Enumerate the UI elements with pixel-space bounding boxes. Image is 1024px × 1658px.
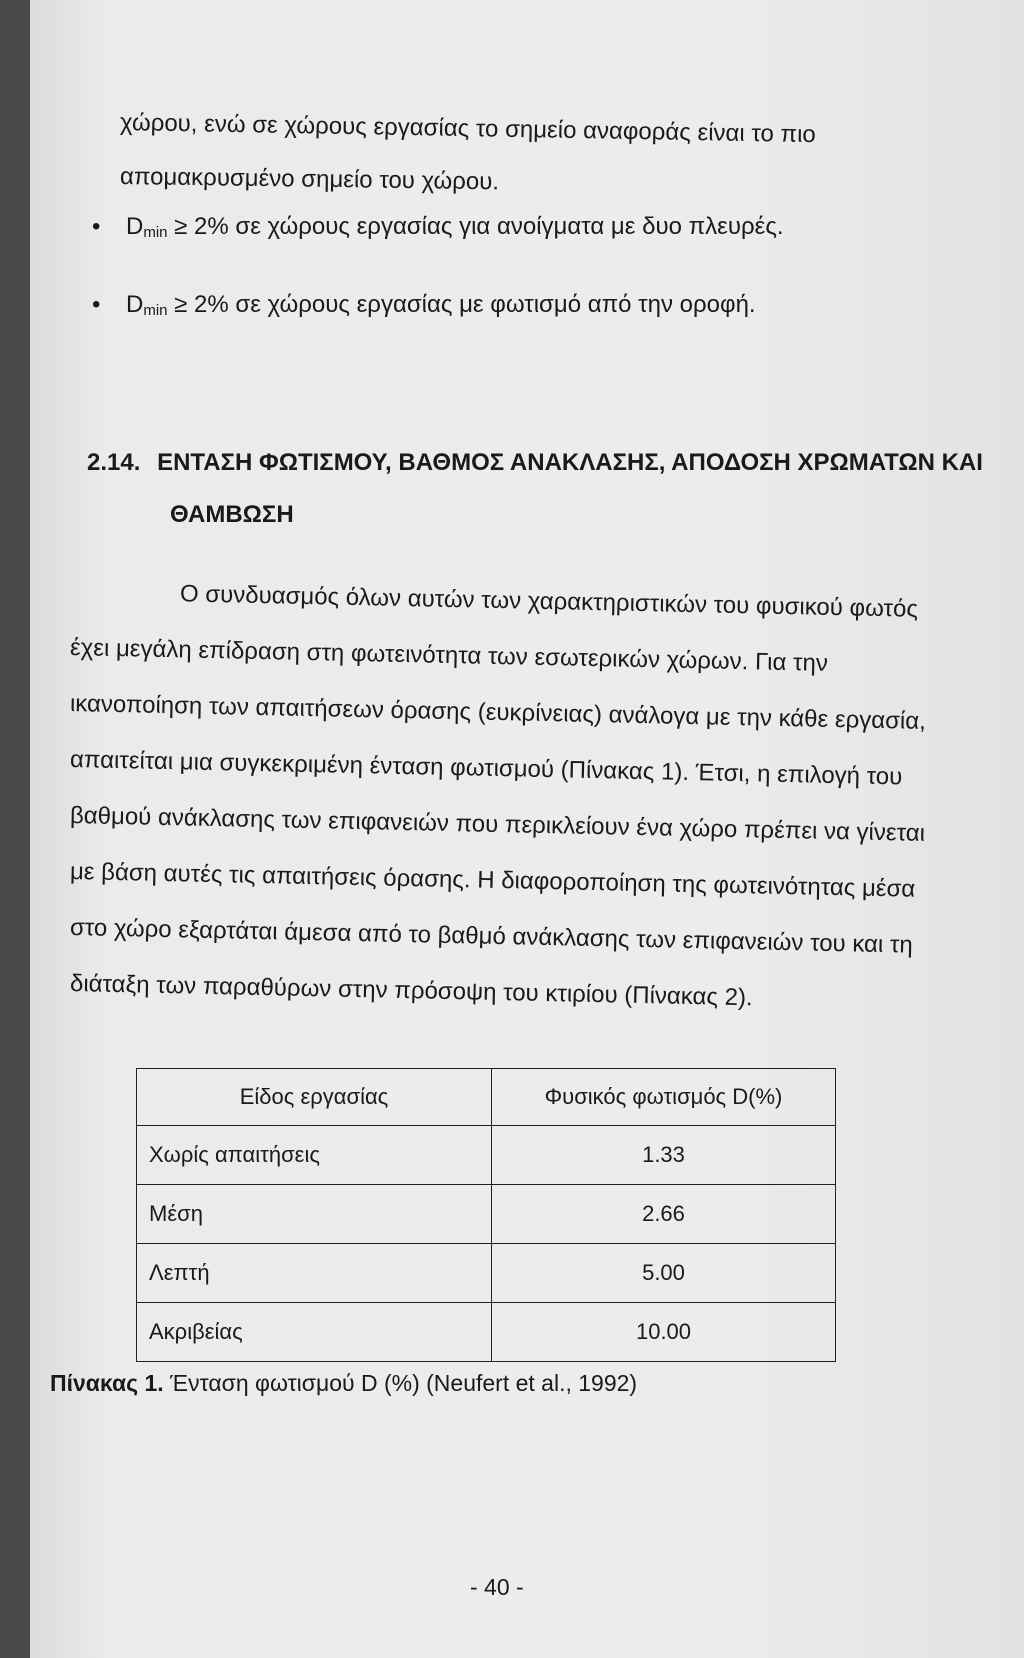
bullet-item-2 xyxy=(92,290,892,326)
paragraph-line: με βάση αυτές τις απαιτήσεις όρασης. Η διαφοροποίηση της φωτεινότητας μέσα xyxy=(69,858,916,903)
requirement-bullet-list xyxy=(92,212,892,368)
paragraph-line: Ο συνδυασμός όλων αυτών των χαρακτηριστικών του φυσικού φωτός xyxy=(179,580,919,623)
table-caption xyxy=(50,1368,637,1398)
bullet-text: ≥ 2% σε χώρους εργασίας για ανοίγματα με δυο πλευρές. xyxy=(167,213,784,240)
bullet-symbol: D xyxy=(126,291,144,318)
cell-daylight-value: 1.33 xyxy=(492,1126,836,1185)
table-row xyxy=(137,1185,836,1244)
paragraph-line: έχει μεγάλη επίδραση στη φωτεινότητα των εσωτερικών χώρων. Για την xyxy=(69,634,829,677)
cell-work-type: Λεπτή xyxy=(137,1244,492,1303)
bullet-subscript: min xyxy=(143,302,168,319)
caption-label: Πίνακας 1. xyxy=(50,1370,164,1396)
column-header-daylight: Φυσικός φωτισμός D(%) xyxy=(492,1069,836,1126)
cell-daylight-value: 10.00 xyxy=(492,1303,836,1362)
page-number: - 40 - xyxy=(470,1574,524,1600)
bullet-subscript: min xyxy=(143,224,168,241)
cell-work-type: Χωρίς απαιτήσεις xyxy=(137,1126,492,1185)
caption-text: Ένταση φωτισμού D (%) (Neufert et al., 1992) xyxy=(163,1370,638,1396)
cell-work-type: Ακριβείας xyxy=(137,1303,492,1362)
paragraph-line: απαιτείται μια συγκεκριμένη ένταση φωτισμού (Πίνακας 1). Έτσι, η επιλογή του xyxy=(69,746,903,791)
table-row xyxy=(137,1244,836,1303)
section-number: 2.14. xyxy=(87,449,141,476)
illumination-table xyxy=(136,1068,836,1362)
bullet-item-1 xyxy=(92,212,892,248)
section-heading xyxy=(87,448,983,478)
table-row xyxy=(137,1303,836,1362)
column-header-work-type: Είδος εργασίας xyxy=(137,1069,492,1126)
section-title-line-1: ΕΝΤΑΣΗ ΦΩΤΙΣΜΟΥ, ΒΑΘΜΟΣ ΑΝΑΚΛΑΣΗΣ, ΑΠΟΔΟΣΗ ΧΡΩΜΑΤΩΝ ΚΑΙ xyxy=(157,449,983,476)
paragraph-line: ικανοποίηση των απαιτήσεων όρασης (ευκρίνειας) ανάλογα με την κάθε εργασία, xyxy=(69,690,927,735)
cell-daylight-value: 5.00 xyxy=(492,1244,836,1303)
cell-work-type: Μέση xyxy=(137,1185,492,1244)
intro-line-1: χώρου, ενώ σε χώρους εργασίας το σημείο αναφοράς είναι το πιο xyxy=(119,109,817,149)
paragraph-line: βαθμού ανάκλασης των επιφανειών που περικλείουν ένα χώρο πρέπει να γίνεται xyxy=(69,802,926,847)
bullet-text: ≥ 2% σε χώρους εργασίας με φωτισμό από την οροφή. xyxy=(167,291,756,318)
table-row xyxy=(137,1126,836,1185)
paragraph-line: διάταξη των παραθύρων στην πρόσοψη του κτιρίου (Πίνακας 2). xyxy=(69,970,753,1012)
bullet-dot-icon: • xyxy=(92,213,101,240)
section-title-line-2: ΘΑΜΒΩΣΗ xyxy=(170,501,294,528)
document-page xyxy=(30,0,1024,1658)
cell-daylight-value: 2.66 xyxy=(492,1185,836,1244)
paragraph-line: στο χώρο εξαρτάται άμεσα από το βαθμό ανάκλασης των επιφανειών του και τη xyxy=(69,914,914,959)
bullet-dot-icon: • xyxy=(92,291,101,318)
body-paragraph xyxy=(70,564,970,1012)
intro-line-2: απομακρυσμένο σημείο του χώρου. xyxy=(119,163,500,196)
bullet-symbol: D xyxy=(126,213,144,240)
table-header-row xyxy=(137,1069,836,1126)
